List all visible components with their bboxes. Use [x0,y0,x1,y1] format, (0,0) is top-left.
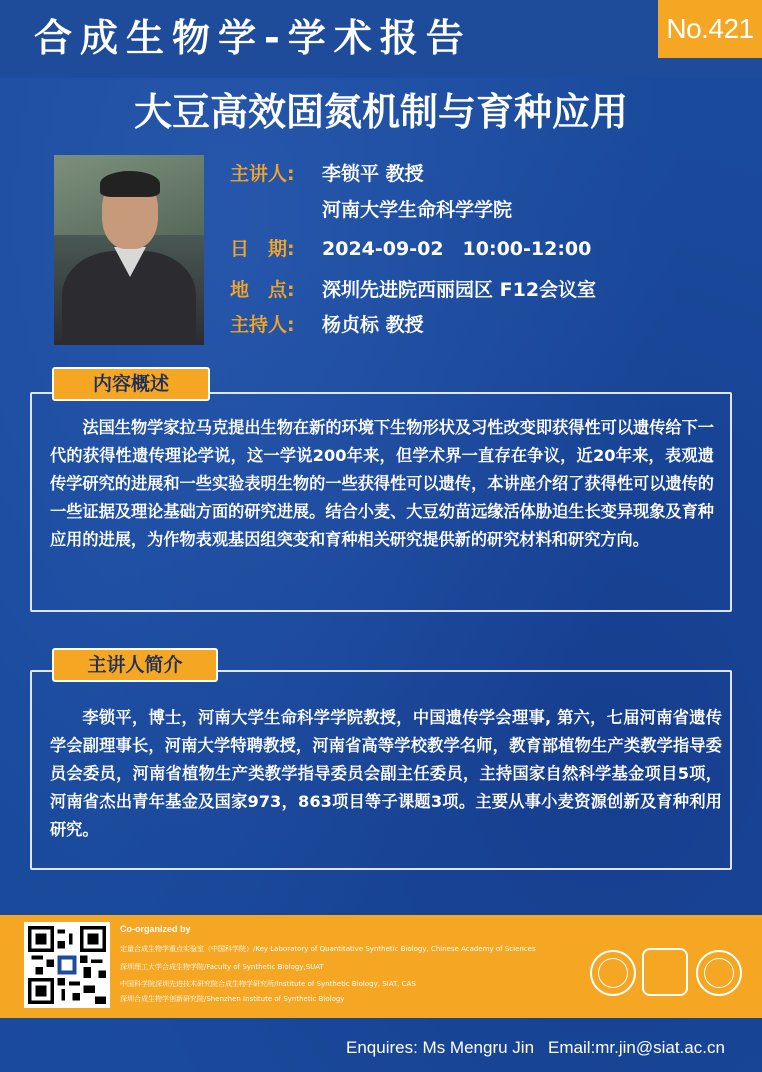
date-value: 2024-09-02 10:00-12:00 [322,238,592,260]
host-row [230,311,424,339]
enquiry-contact: Enquires: Ms Mengru Jin [346,1038,535,1057]
bio-text: 李锁平，博士，河南大学生命科学学院教授，中国遗传学会理事, 第六，七届河南省遗传学会副理事长，河南大学特聘教授，河南省高等学校教学名师，教育部植物生产类教学指导委员会委员，河南省植物生产类教学指导委员会副主任委员，主持国家自然科学基金项目5项，河南省杰出青年基金及国家973，863项目等子课题3项。主要从事小麦资源创新及育种利用研究。 [50,708,722,839]
host-label: 主持人: [230,314,295,336]
speaker-row [230,160,424,188]
host-value: 杨贞标 教授 [322,314,424,336]
organizer-line: 深圳合成生物学创新研究院/Shenzhen Institute of Synthetic Biology [120,995,345,1003]
qr-code-icon[interactable] [24,922,110,1008]
speaker-photo [54,155,204,345]
place-row [230,276,596,304]
bio-heading: 主讲人简介 [52,648,218,682]
organizer-line: 中国科学院深圳先进技术研究院合成生物学研究所/Institute of Synthetic Biology, SIAT, CAS [120,980,416,988]
speaker-label: 主讲人: [230,163,295,185]
organizer-line: 定量合成生物学重点实验室（中国科学院）/Key Laboratory of Quantitative Synthetic Biology, Chinese Academy of Sciences [120,945,536,953]
enquiry-email[interactable]: Email:mr.jin@siat.ac.cn [548,1038,725,1057]
issue-badge: No.421 [658,0,762,58]
abstract-heading: 内容概述 [52,367,210,401]
suat-logo-icon [642,948,688,996]
speaker-affiliation: 河南大学生命科学学院 [322,199,513,221]
place-value: 深圳先进院西丽园区 F12会议室 [322,279,597,301]
coorganized-label: Co-organized by [120,924,191,934]
affiliation-row [322,196,512,224]
place-label: 地 点: [230,279,295,301]
series-title: 合成生物学-学术报告 [34,16,472,60]
abstract-text: 法国生物学家拉马克提出生物在新的环境下生物形状及习性改变即获得性可以遗传给下一代的获得性遗传理论学说，这一学说200年来，但学术界一直存在争议，近20年来，表观遗传学研究的进展和一些实验表明生物的一些获得性可以遗传，本讲座介绍了获得性可以遗传的一些证据及理论基础方面的研究进展。结合小麦、大豆幼苗远缘活体胁迫生长变异现象及育种应用的进展，为作物表观基因组突变和育种相关研究提供新的研究材料和研究方向。 [50,418,714,549]
isynbio-logo-icon [696,950,742,996]
organizer-line: 深圳理工大学合成生物学院/Faculty of Synthetic Biology,SUAT [120,963,324,971]
talk-title: 大豆高效固氮机制与育种应用 [133,90,628,134]
speaker-name: 李锁平 教授 [322,163,424,185]
date-row [230,235,591,263]
siat-logo-icon [590,950,636,996]
date-label: 日 期: [230,238,295,260]
